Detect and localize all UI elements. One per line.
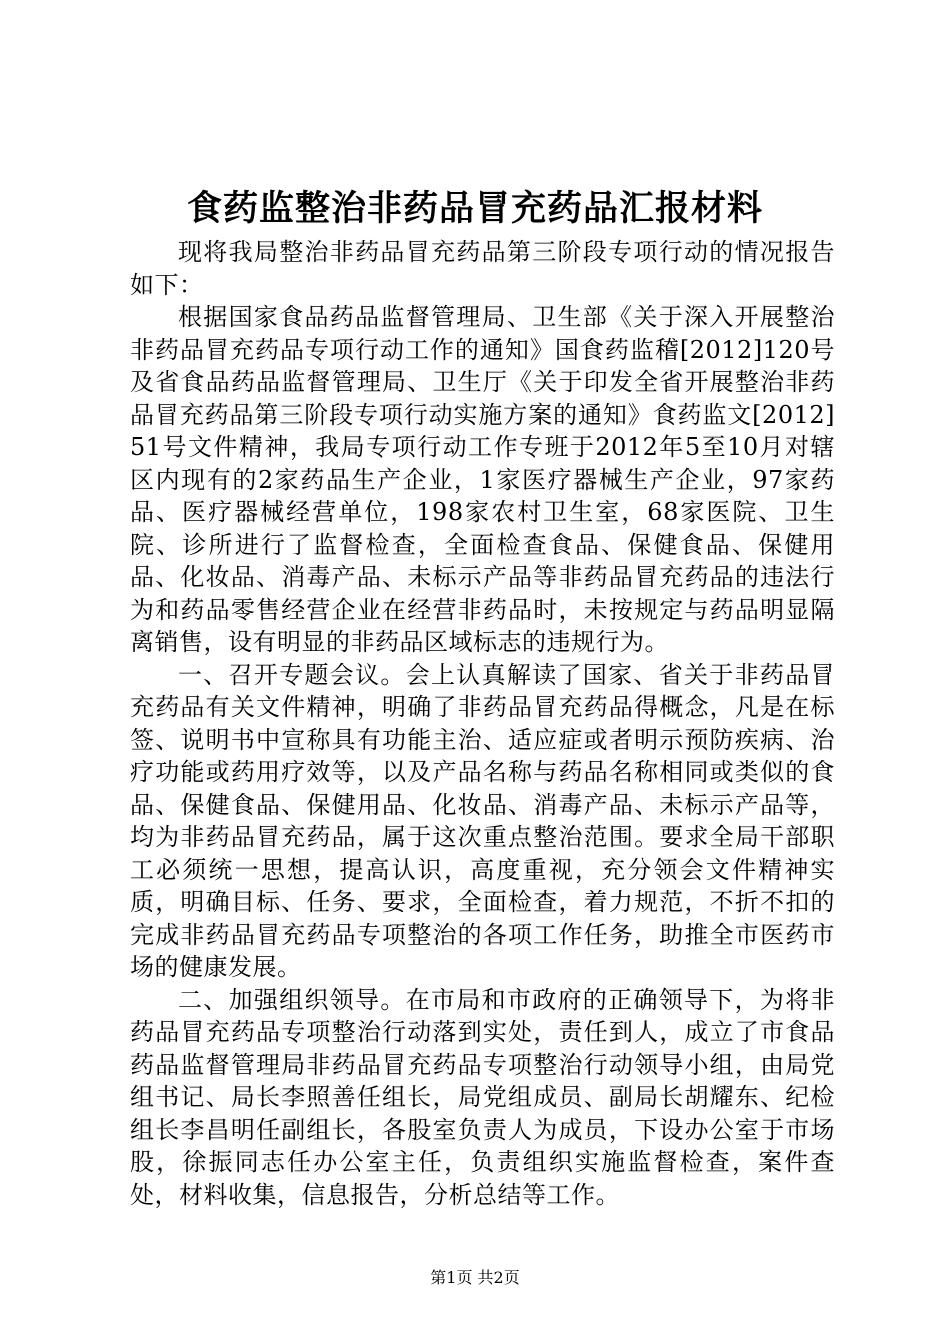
paragraph-background: 根据国家食品药品监督管理局、卫生部《关于深入开展整治非药品冒充药品专项行动工作的通知》国食药监稽[2012]120号及省食品药品监督管理局、卫生厅《关于印发全省开展整治非药品冒充药品第三阶段专项行动实施方案的通知》食药监文[2012]51号文件精神，我局专项行动工作专班于2012年5至10月对辖区内现有的2家药品生产企业，1家医疗器械生产企业，97家药品、医疗器械经营单位，198家农村卫生室，68家医院、卫生院、诊所进行了监督检查，全面检查食品、保健食品、保健用品、化妆品、消毒产品、未标示产品等非药品冒充药品的违法行为和药品零售经营企业在经营非药品时，未按规定与药品明显隔离销售，设有明显的非药品区域标志的违规行为。 — [130, 303, 835, 656]
paragraph-intro: 现将我局整治非药品冒充药品第三阶段专项行动的情况报告如下： — [130, 238, 835, 299]
document-title: 食药监整治非药品冒充药品汇报材料 — [186, 188, 763, 229]
paragraph-section-two: 二、加强组织领导。在市局和市政府的正确领导下，为将非药品冒充药品专项整治行动落到实处，责任到人，成立了市食品药品监督管理局非药品冒充药品专项整治行动领导小组，由局党组书记、局长李照善任组长，局党组成员、副局长胡耀东、纪检组长李昌明任副组长，各股室负责人为成员，下设办公室于市场股，徐振同志任办公室主任，负责组织实施监督检查，案件查处，材料收集，信息报告，分析总结等工作。 — [130, 985, 835, 1209]
paragraph-section-one: 一、召开专题会议。会上认真解读了国家、省关于非药品冒充药品有关文件精神，明确了非药品冒充药品得概念，凡是在标签、说明书中宣称具有功能主治、适应症或者明示预防疾病、治疗功能或药用疗效等，以及产品名称与药品名称相同或类似的食品、保健食品、保健用品、化妆品、消毒产品、未标示产品等，均为非药品冒充药品，属于这次重点整治范围。要求全局干部职工必须统一思想，提高认识，高度重视，充分领会文件精神实质，明确目标、任务、要求，全面检查，着力规范，不折不扣的完成非药品冒充药品专项整治的各项工作任务，助推全市医药市场的健康发展。 — [130, 660, 835, 981]
document-body — [130, 236, 835, 1211]
page-footer: 第1页 共2页 — [430, 1268, 520, 1287]
